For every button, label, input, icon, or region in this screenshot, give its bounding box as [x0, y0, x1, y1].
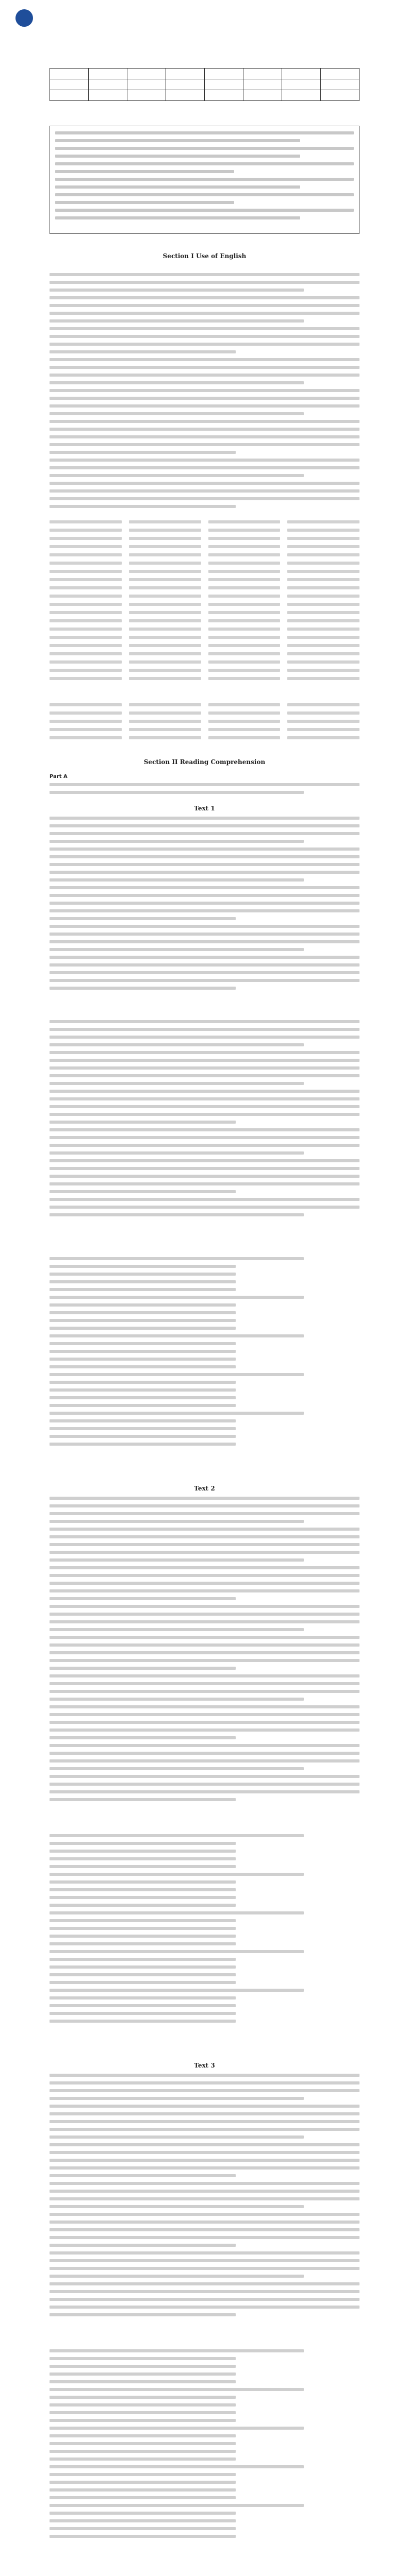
text-2-passage — [50, 1497, 359, 1806]
part-a-label: Part A — [50, 774, 68, 779]
cloze-passage — [50, 273, 359, 513]
part-a-directions — [50, 783, 359, 799]
text-1-heading: Text 1 — [194, 805, 215, 812]
notice-box — [50, 126, 359, 234]
text-2-heading: Text 2 — [194, 1485, 215, 1492]
text-3-questions — [50, 2349, 359, 2543]
table-row — [50, 69, 359, 79]
section-heading-reading: Section II Reading Comprehension — [143, 758, 266, 766]
cloze-option-grid — [50, 520, 359, 680]
text-3-heading: Text 3 — [194, 2062, 215, 2069]
section-heading-use-of-english: Section I Use of English — [162, 252, 247, 260]
text-1-passage — [50, 817, 359, 994]
cloze-option-grid-continued — [50, 703, 359, 739]
table-row — [50, 90, 359, 101]
exam-logo — [15, 9, 33, 27]
table-row — [50, 79, 359, 90]
text-2-questions — [50, 1834, 359, 2027]
text-1-passage-continued — [50, 1020, 359, 1221]
page-header — [0, 0, 409, 62]
text-1-questions — [50, 1257, 359, 1450]
text-3-passage — [50, 2074, 359, 2321]
score-table — [50, 68, 359, 101]
